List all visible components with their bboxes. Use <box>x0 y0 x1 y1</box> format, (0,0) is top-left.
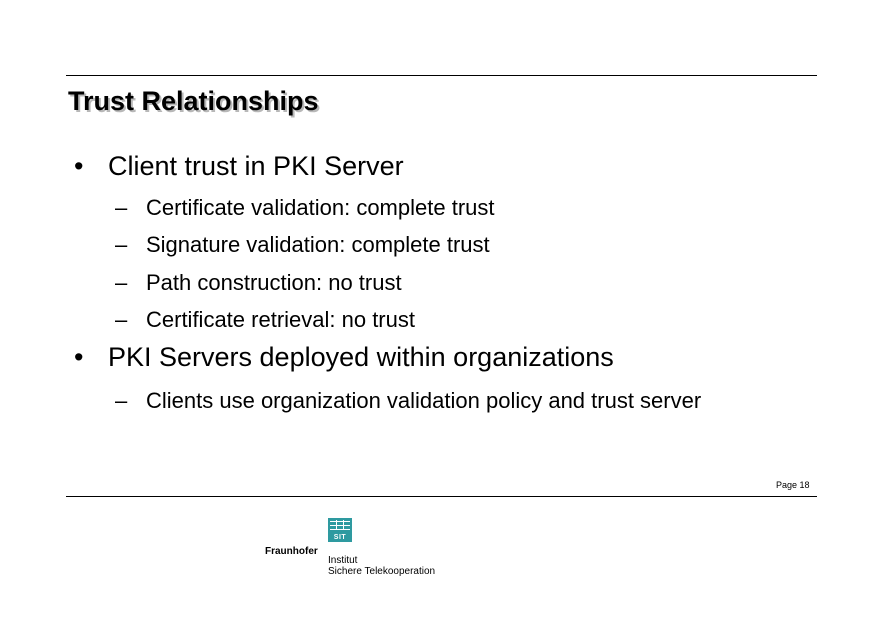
institute-name: Sichere Telekooperation <box>328 566 436 577</box>
sub-bullet-marker: – <box>115 232 128 257</box>
bullet-item <box>74 151 404 182</box>
bottom-divider <box>66 496 817 497</box>
badge-line <box>330 521 350 522</box>
sub-bullet-item <box>115 195 495 221</box>
bullet-item <box>74 342 614 373</box>
badge-line <box>336 520 337 530</box>
bullet-marker: • <box>74 342 84 372</box>
bullet-text: PKI Servers deployed within organizations <box>108 342 614 372</box>
badge-line <box>343 520 344 530</box>
sub-bullet-text: Path construction: no trust <box>146 270 402 295</box>
sub-bullet-text: Certificate validation: complete trust <box>146 195 495 220</box>
slide-title: Trust Relationships <box>68 86 319 116</box>
bullet-text: Client trust in PKI Server <box>108 151 404 181</box>
top-divider <box>66 75 817 76</box>
sub-bullet-text: Clients use organization validation policy and trust server <box>146 388 702 413</box>
organization-name: Fraunhofer <box>265 546 318 557</box>
page-number: Page 18 <box>776 480 810 490</box>
fraunhofer-sit-logo <box>265 518 445 580</box>
sub-bullet-marker: – <box>115 195 128 220</box>
badge-line <box>330 525 350 526</box>
institute-label: Institut <box>328 555 358 566</box>
sub-bullet-text: Signature validation: complete trust <box>146 232 490 257</box>
sub-bullet-marker: – <box>115 270 128 295</box>
sub-bullet-item <box>115 307 415 333</box>
sit-badge <box>328 518 352 542</box>
sub-bullet-marker: – <box>115 388 128 413</box>
sub-bullet-marker: – <box>115 307 128 332</box>
sub-bullet-text: Certificate retrieval: no trust <box>146 307 415 332</box>
sub-bullet-item <box>115 232 490 258</box>
sub-bullet-item <box>115 388 701 414</box>
bullet-marker: • <box>74 151 84 181</box>
badge-text: SIT <box>333 534 347 541</box>
badge-line <box>330 529 350 530</box>
sub-bullet-item <box>115 270 402 296</box>
